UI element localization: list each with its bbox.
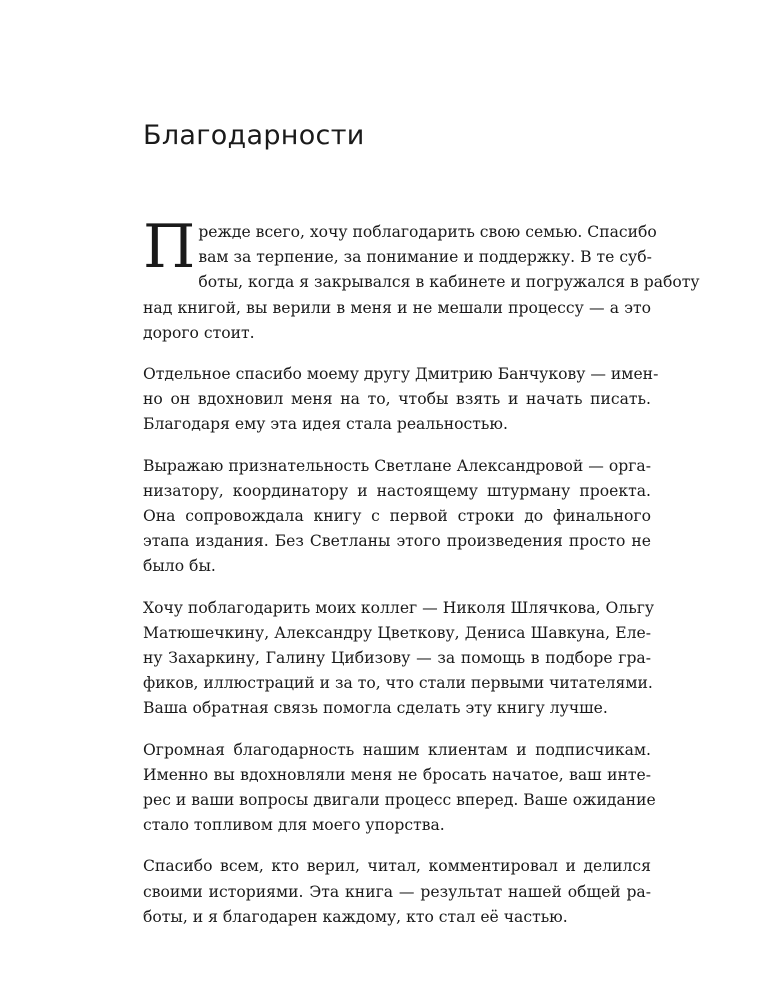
text-line: Спасибо всем, кто верил, читал, комментировал и делился bbox=[143, 857, 651, 876]
text-line: Отдельное спасибо моему другу Дмитрию Банчукову — имен- bbox=[143, 365, 659, 384]
text-line: Выражаю признательность Светлане Александровой — орга- bbox=[143, 456, 651, 475]
text-line: Она сопровождала книгу с первой строки до финального bbox=[143, 507, 651, 526]
text-line: Именно вы вдохновляли меня не бросать начатое, ваш инте- bbox=[143, 765, 651, 784]
text-line: ну Захаркину, Галину Цибизову — за помощь в подборе гра- bbox=[143, 649, 651, 668]
text-line: но он вдохновил меня на то, чтобы взять и начать писать. bbox=[143, 390, 651, 409]
text-line: Хочу поблагодарить моих коллег — Николя Шлячкова, Ольгу bbox=[143, 598, 655, 617]
text-line: Ваша обратная связь помогла сделать эту книгу лучше. bbox=[143, 699, 608, 718]
paragraph-2 bbox=[143, 362, 659, 438]
page-title: Благодарности bbox=[143, 120, 365, 151]
text-line: рес и ваши вопросы двигали процесс вперед. Ваше ожидание bbox=[143, 791, 656, 810]
text-line: над книгой, вы верили в меня и не мешали процессу — а это bbox=[143, 298, 651, 317]
acknowledgements-text bbox=[143, 212, 700, 946]
text-line: было бы. bbox=[143, 557, 216, 576]
text-line: низатору, координатору и настоящему штурману проекта. bbox=[143, 481, 651, 500]
paragraph-4 bbox=[143, 596, 655, 722]
text-line: режде всего, хочу поблагодарить свою семью. Спасибо bbox=[198, 223, 657, 241]
paragraph-5 bbox=[143, 738, 656, 839]
text-line: боты, когда я закрывался в кабинете и погружался в работу bbox=[198, 273, 700, 292]
paragraph-1 bbox=[143, 212, 700, 346]
paragraph-3 bbox=[143, 454, 651, 580]
text-line: боты, и я благодарен каждому, кто стал её частью. bbox=[143, 907, 568, 926]
text-line: Огромная благодарность нашим клиентам и подписчикам. bbox=[143, 740, 651, 759]
paragraph-6 bbox=[143, 854, 651, 930]
text-line: дорого стоит. bbox=[143, 323, 255, 342]
text-line: Матюшечкину, Александру Цветкову, Дениса Шавкуна, Еле- bbox=[143, 623, 651, 642]
text-line: Благодаря ему эта идея стала реальностью. bbox=[143, 415, 508, 434]
text-line: своими историями. Эта книга — результат нашей общей ра- bbox=[143, 882, 651, 901]
text-line: фиков, иллюстраций и за то, что стали первыми читателями. bbox=[143, 674, 653, 693]
drop-cap: П bbox=[143, 212, 196, 282]
text-line: этапа издания. Без Светланы этого произведения просто не bbox=[143, 532, 651, 551]
text-line: стало топливом для моего упорства. bbox=[143, 816, 445, 835]
text-line: вам за терпение, за понимание и поддержку. В те суб- bbox=[198, 248, 652, 267]
